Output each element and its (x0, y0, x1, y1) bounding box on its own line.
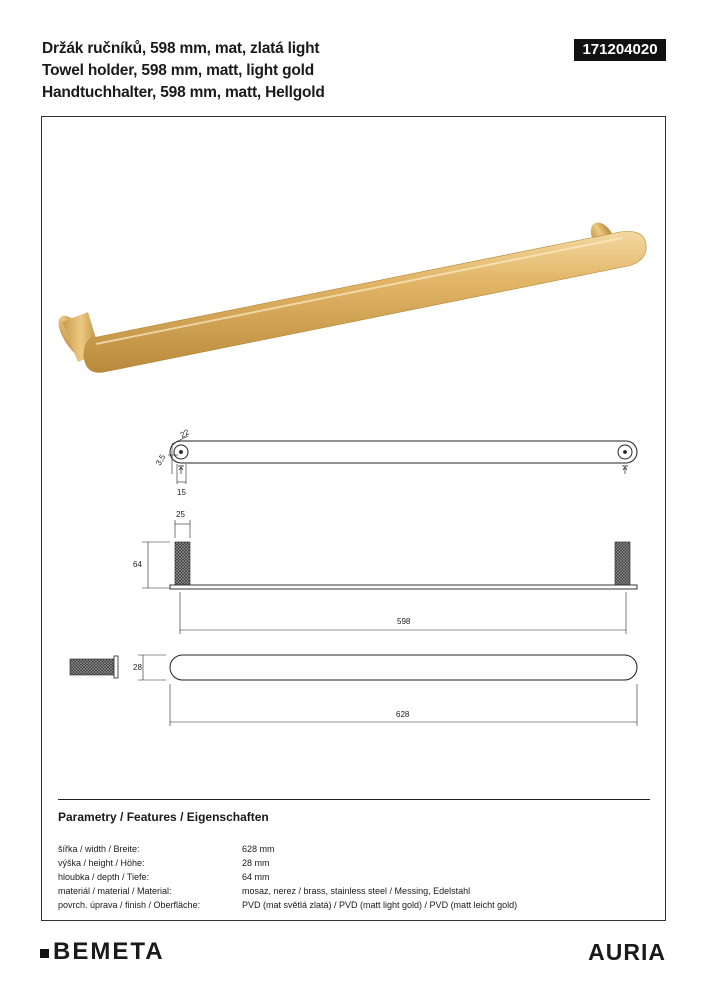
brand-name: BEMETA (53, 938, 165, 965)
parameters-rule (58, 799, 650, 800)
dim-3-5: 3,5 (153, 452, 168, 467)
dim-628: 628 (396, 710, 410, 719)
param-label: materiál / material / Material: (58, 886, 172, 896)
param-label: hloubka / depth / Tiefe: (58, 872, 150, 882)
param-row (58, 884, 650, 898)
parameters-heading: Parametry / Features / Eigenschaften (58, 810, 269, 824)
title-german: Handtuchhalter, 598 mm, matt, Hellgold (42, 84, 325, 101)
dim-22: 22 (178, 427, 191, 440)
param-row (58, 870, 650, 884)
brand-logo (40, 938, 165, 966)
front-bar (170, 585, 637, 589)
param-value: 28 mm (242, 858, 270, 868)
param-row (58, 856, 650, 870)
dim-64: 64 (133, 560, 142, 569)
param-value: mosaz, nerez / brass, stainless steel / Messing, Edelstahl (242, 886, 471, 896)
dim-15: 15 (177, 488, 186, 497)
bottom-view (138, 655, 637, 726)
side-view (70, 656, 118, 678)
param-value: 64 mm (242, 872, 270, 882)
dim-25: 25 (176, 510, 185, 519)
param-value: 628 mm (242, 844, 275, 854)
series-name: AURIA (588, 939, 666, 965)
top-view (168, 436, 637, 484)
front-view (142, 520, 637, 634)
brand-square-icon (40, 949, 49, 958)
bar-highlight (96, 238, 622, 344)
dim-598: 598 (397, 617, 411, 626)
product-render (52, 218, 646, 372)
title-czech: Držák ručníků, 598 mm, mat, zlatá light (42, 40, 320, 57)
param-row (58, 898, 650, 912)
param-label: povrch. úprava / finish / Oberfläche: (58, 900, 201, 910)
title-english: Towel holder, 598 mm, matt, light gold (42, 62, 315, 79)
parameters-section (58, 799, 650, 912)
param-label: šířka / width / Breite: (58, 844, 140, 854)
param-row (58, 842, 650, 856)
param-value: PVD (mat světlá zlatá) / PVD (matt light gold) / PVD (matt leicht gold) (242, 900, 518, 910)
parameters-table (58, 842, 650, 912)
dim-28: 28 (133, 663, 142, 672)
front-right-mount (615, 542, 630, 588)
towel-bar-render (84, 231, 646, 372)
param-label: výška / height / Höhe: (58, 858, 145, 868)
product-code: 171204020 (574, 39, 666, 61)
front-left-mount (175, 542, 190, 588)
